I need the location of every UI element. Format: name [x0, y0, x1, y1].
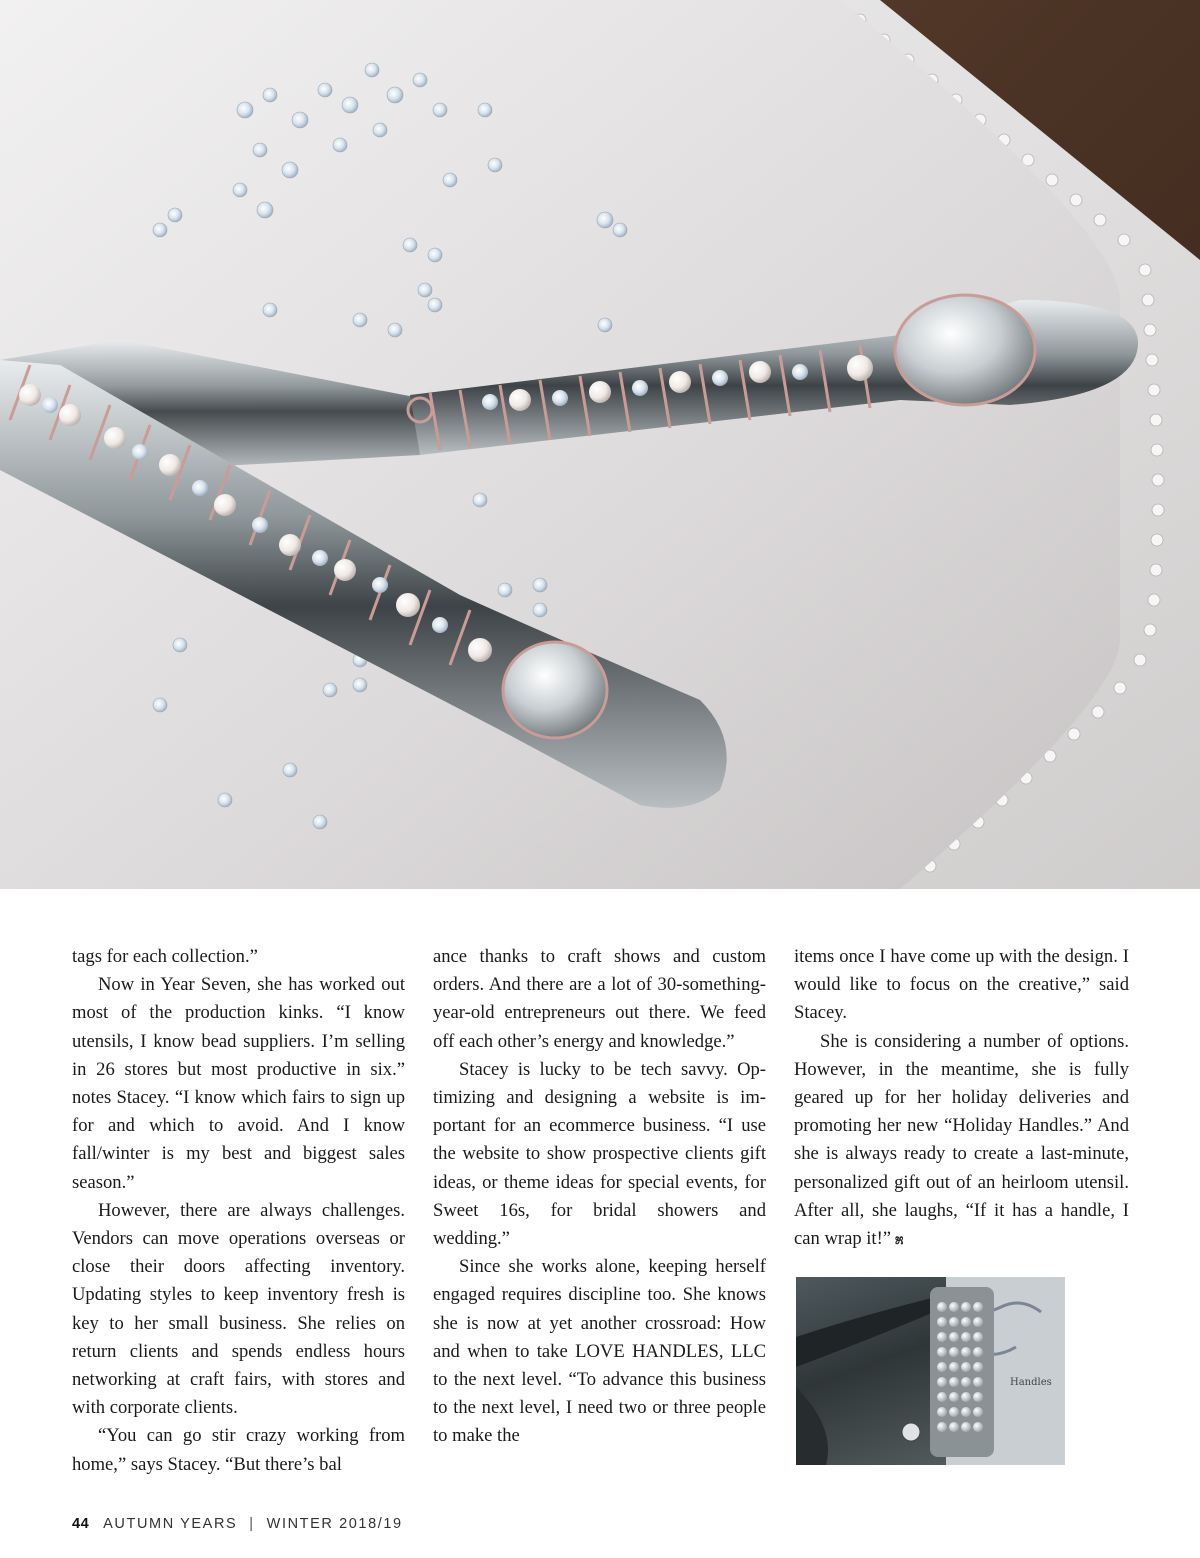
paragraph: Stacey is lucky to be tech savvy. Optimizing and designing a website is important for an ecommerce business. “I use the website to show prospective clients gift ideas, or theme ideas for special events, for Sweet 16s, for bridal showers and wedding.”	[433, 1058, 766, 1250]
page-number: 44	[72, 1516, 90, 1532]
end-mark-icon: ೫	[895, 1230, 904, 1249]
paragraph: items once I have come up with the design. I would like to focus on the creative,” said Stacey.	[794, 946, 1129, 1024]
article-column-2	[433, 943, 766, 1451]
inset-label: Handles	[1010, 1377, 1052, 1388]
inset-photo	[796, 1277, 1065, 1465]
article-column-1	[72, 943, 405, 1479]
article-column-3	[794, 943, 1129, 1253]
page-footer	[72, 1513, 403, 1535]
paragraph-text: She is considering a number of options. However, in the meantime, she is fully geared up for her holiday deliveries and promoting her new “Holiday Handles.” And she is always ready to create a last-minute, personalized gift out of an heirloom utensil. After all, she laughs, “If it has a handle, I can wrap it!”	[794, 1030, 1129, 1250]
paragraph: ance thanks to craft shows and custom orders. And there are a lot of 30-something-year-old entrepreneurs out there. We feed off each other’s energy and knowledge.”	[433, 946, 766, 1052]
paragraph: “You can go stir crazy working from home,” says Stacey. “But there’s bal	[72, 1425, 405, 1475]
issue-date: WINTER 2018/19	[266, 1516, 403, 1532]
paragraph: Since she works alone, keeping herself engaged requires discipline too. She knows she is now at yet another crossroad: How and when to take LOVE HANDLES, LLC to the next level. “To advance this business to the next level, I need two or three people to make the	[433, 1256, 766, 1447]
paragraph: tags for each collection.”	[72, 946, 258, 967]
paragraph: However, there are always challenges. Vendors can move operations overseas or close their doors affecting inventory. Updating styles to keep inventory fresh is key to her small business. She relies on return clients and spends endless hours networking at craft fairs, with stores and with corporate clients.	[72, 1199, 405, 1419]
final-paragraph	[794, 1028, 1129, 1254]
paragraph: Now in Year Seven, she has worked out most of the production kinks. “I know utensils, I know bead suppliers. I’m selling in 26 stores but most productive in six.” notes Stacey. “I know which fairs to sign up for and which to avoid. And I know fall/winter is my best and biggest sales season.”	[72, 974, 405, 1193]
publication-name: AUTUMN YEARS	[103, 1516, 238, 1532]
footer-separator: |	[249, 1516, 255, 1532]
inset-photo-illustration	[796, 1277, 1065, 1465]
